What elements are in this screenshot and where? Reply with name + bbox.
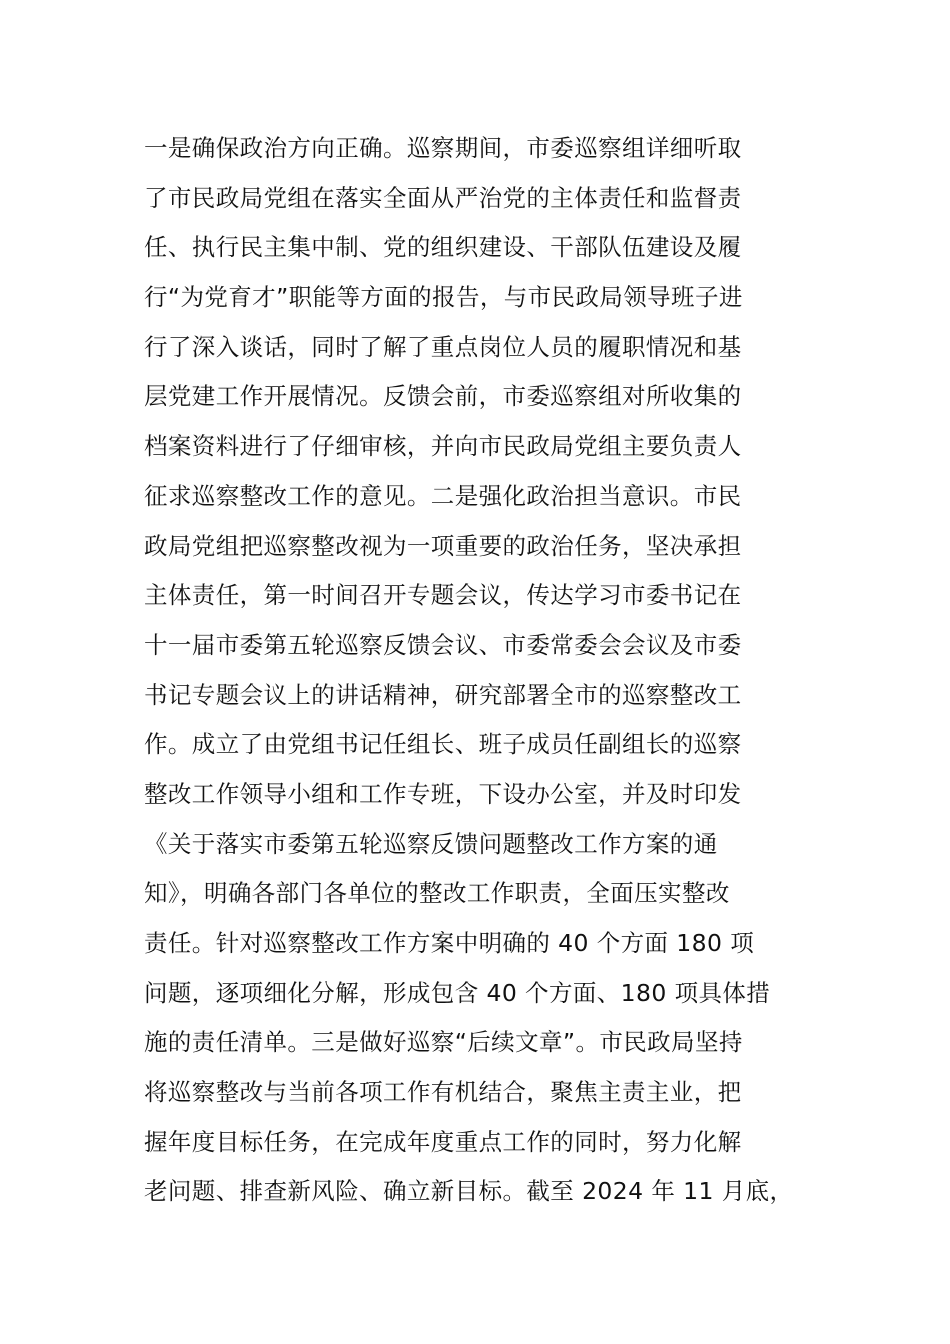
text-line: 政局党组把巡察整改视为一项重要的政治任务，坚决承担: [144, 531, 742, 560]
text-line: 一是确保政治方向正确。巡察期间，市委巡察组详细听取: [144, 134, 742, 162]
text-line: 整改工作领导小组和工作专班，下设办公室，并及时印发: [144, 779, 742, 808]
text-line: 握年度目标任务，在完成年度重点工作的同时，努力化解: [144, 1127, 742, 1156]
text-line: 书记专题会议上的讲话精神，研究部署全市的巡察整改工: [144, 680, 742, 709]
text-line: 主体责任，第一时间召开专题会议，传达学习市委书记在: [144, 581, 742, 610]
text-line: 征求巡察整改工作的意见。二是强化政治担当意识。市民: [144, 481, 742, 510]
text-line: 知》，明确各部门各单位的整改工作职责，全面压实整改: [144, 879, 730, 908]
text-line: 档案资料进行了仔细审核，并向市民政局党组主要负责人: [144, 432, 742, 461]
text-line: 了市民政局党组在落实全面从严治党的主体责任和监督责: [144, 183, 742, 212]
text-line: 将巡察整改与当前各项工作有机结合，聚焦主责主业，把: [144, 1078, 742, 1107]
body-paragraph: [144, 124, 834, 1217]
text-line: 施的责任清单。三是做好巡察“后续文章”。市民政局坚持: [144, 1028, 743, 1057]
text-line: 行“为党育才”职能等方面的报告，与市民政局领导班子进: [144, 283, 743, 312]
text-line: 责任。针对巡察整改工作方案中明确的 40 个方面 180 项: [144, 929, 755, 957]
text-line: 层党建工作开展情况。反馈会前，市委巡察组对所收集的: [144, 382, 742, 411]
text-line: 问题，逐项细化分解，形成包含 40 个方面、180 项具体措: [144, 978, 771, 1007]
text-line: 《关于落实市委第五轮巡察反馈问题整改工作方案的通: [144, 829, 718, 858]
text-line: 行了深入谈话，同时了解了重点岗位人员的履职情况和基: [144, 332, 742, 361]
text-line: 作。成立了由党组书记任组长、班子成员任副组长的巡察: [144, 730, 742, 759]
text-line: 老问题、排查新风险、确立新目标。截至 2024 年 11 月底，: [144, 1177, 794, 1206]
text-line: 任、执行民主集中制、党的组织建设、干部队伍建设及履: [144, 233, 742, 262]
text-line: 十一届市委第五轮巡察反馈会议、市委常委会会议及市委: [144, 630, 742, 659]
